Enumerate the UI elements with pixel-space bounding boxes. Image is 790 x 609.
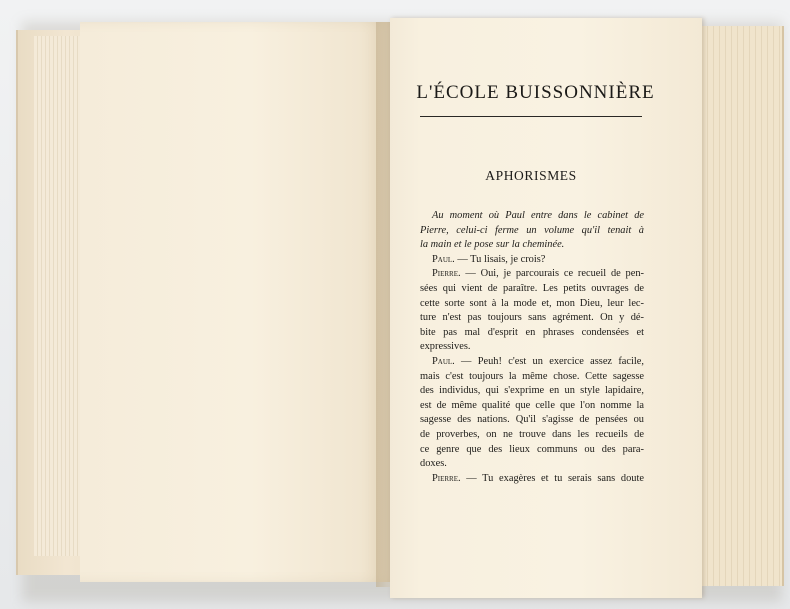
line-text: des individus, qui s'exprime en un style lapidaire, xyxy=(420,385,644,397)
line-text: sées qui vient de paraître. Les petits ouvrages de xyxy=(420,282,644,294)
speaker-name: Pierre. xyxy=(432,268,461,280)
header-rule xyxy=(420,116,642,117)
line-text: expressives. xyxy=(420,341,471,353)
line-text: — Oui, je parcourais ce recueil de pen- xyxy=(460,268,644,280)
speaker-name: Pierre. xyxy=(432,472,461,484)
text-line xyxy=(420,267,644,282)
line-text: mais c'est toujours la même chose. Cette sagesse xyxy=(420,370,644,382)
text-line xyxy=(420,326,644,341)
text-line xyxy=(420,253,644,268)
line-text: la main et le pose sur la cheminée. xyxy=(420,239,565,251)
line-text: de proverbes, on ne trouve dans les recueils de xyxy=(420,428,644,440)
text-line xyxy=(420,428,644,443)
line-text: ture n'est pas toujours sans agrément. On y dé- xyxy=(420,312,644,324)
text-line xyxy=(420,224,644,239)
body-text xyxy=(420,209,644,486)
line-text: est de même qualité que celle que l'on nomme la xyxy=(420,399,644,411)
running-header-title: L'ÉCOLE BUISSONNIÈRE xyxy=(416,82,655,103)
line-text: Au moment où Paul entre dans le cabinet de xyxy=(432,210,644,221)
section-title: APHORISMES xyxy=(485,168,577,183)
left-page-blank xyxy=(80,22,390,582)
text-line xyxy=(420,297,644,312)
line-text: cette sorte sont à la mode et, mon Dieu, leur lec- xyxy=(420,297,644,309)
text-line xyxy=(420,399,644,414)
line-text: — Peuh! c'est un exercice assez facile, xyxy=(454,355,644,367)
line-text: — Tu exagères et tu serais sans doute xyxy=(460,472,644,484)
line-text: ce genre que des lieux communs ou des para- xyxy=(420,443,644,455)
text-line xyxy=(420,355,644,370)
text-line xyxy=(420,311,644,326)
text-line xyxy=(420,457,644,472)
line-text: doxes. xyxy=(420,458,447,470)
text-line xyxy=(420,282,644,297)
line-text: sagesse des nations. Qu'il s'agisse de pensées ou xyxy=(420,414,644,426)
text-line xyxy=(420,209,644,224)
speaker-name: Paul. xyxy=(432,355,455,367)
line-text: — Tu lisais, je crois? xyxy=(454,253,546,265)
page-edges-right xyxy=(690,26,784,586)
line-text: bite pas mal d'esprit en phrases condensées et xyxy=(420,326,644,338)
text-line xyxy=(420,413,644,428)
text-line xyxy=(420,340,644,355)
text-line xyxy=(420,443,644,458)
text-line xyxy=(420,238,644,253)
speaker-name: Paul. xyxy=(432,253,455,265)
line-text: Pierre, celui-ci ferme un volume qu'il tenait à xyxy=(420,224,644,236)
text-line xyxy=(420,384,644,399)
text-line xyxy=(420,472,644,487)
text-line xyxy=(420,370,644,385)
